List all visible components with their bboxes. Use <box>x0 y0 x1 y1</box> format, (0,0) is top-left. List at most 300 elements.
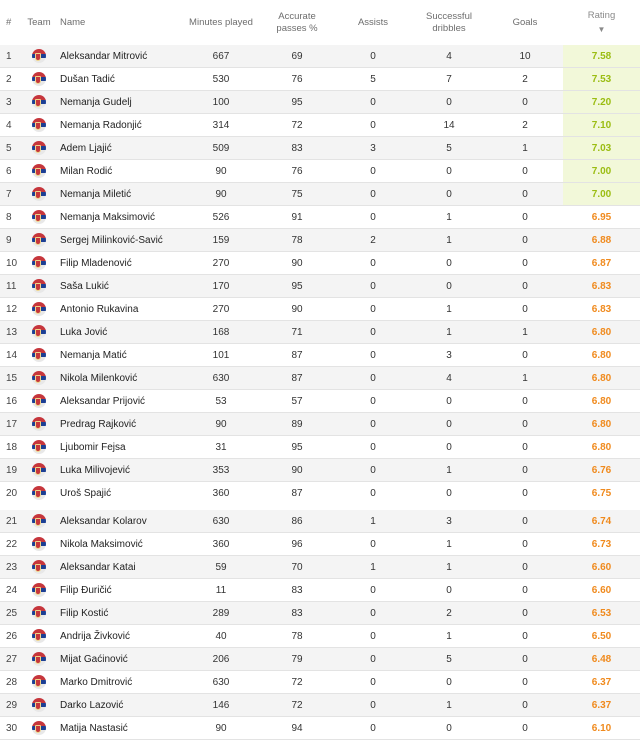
serbia-flag-icon <box>32 394 46 408</box>
goals: 0 <box>487 344 563 367</box>
rating: 6.80 <box>563 321 640 344</box>
serbia-flag-icon <box>32 629 46 643</box>
player-name[interactable]: Aleksandar Kolarov <box>56 507 183 533</box>
team-cell <box>22 482 56 508</box>
row-number: 13 <box>0 321 22 344</box>
player-name[interactable]: Predrag Rajković <box>56 413 183 436</box>
team-cell <box>22 68 56 91</box>
row-number: 14 <box>0 344 22 367</box>
assists: 0 <box>335 160 411 183</box>
successful-dribbles: 1 <box>411 625 487 648</box>
goals: 2 <box>487 68 563 91</box>
row-number: 3 <box>0 91 22 114</box>
assists: 0 <box>335 298 411 321</box>
header-accurate-passes[interactable] <box>259 0 335 45</box>
assists: 0 <box>335 579 411 602</box>
row-number: 1 <box>0 45 22 68</box>
table-row[interactable] <box>0 507 640 533</box>
goals: 1 <box>487 321 563 344</box>
player-name[interactable]: Nemanja Gudelj <box>56 91 183 114</box>
rating: 6.60 <box>563 579 640 602</box>
accurate-passes: 95 <box>259 91 335 114</box>
minutes-played: 509 <box>183 137 259 160</box>
table-row[interactable] <box>0 648 640 671</box>
goals: 0 <box>487 275 563 298</box>
serbia-flag-icon <box>32 233 46 247</box>
table-row[interactable] <box>0 579 640 602</box>
rating: 7.00 <box>563 160 640 183</box>
rating: 6.83 <box>563 275 640 298</box>
table-row[interactable] <box>0 160 640 183</box>
row-number: 5 <box>0 137 22 160</box>
player-name[interactable]: Luka Jović <box>56 321 183 344</box>
successful-dribbles: 0 <box>411 579 487 602</box>
minutes-played: 159 <box>183 229 259 252</box>
team-cell <box>22 367 56 390</box>
table-row[interactable] <box>0 694 640 717</box>
goals: 1 <box>487 367 563 390</box>
successful-dribbles: 1 <box>411 694 487 717</box>
accurate-passes: 76 <box>259 160 335 183</box>
player-name[interactable]: Filip Mladenović <box>56 252 183 275</box>
team-cell <box>22 275 56 298</box>
row-number: 20 <box>0 482 22 508</box>
team-cell <box>22 160 56 183</box>
row-number: 16 <box>0 390 22 413</box>
header-successful-dribbles[interactable] <box>411 0 487 45</box>
rating: 6.60 <box>563 556 640 579</box>
team-cell <box>22 579 56 602</box>
serbia-flag-icon <box>32 256 46 270</box>
serbia-flag-icon <box>32 463 46 477</box>
header-accurate-passes-line1: Accurate <box>278 10 316 22</box>
serbia-flag-icon <box>32 95 46 109</box>
accurate-passes: 89 <box>259 413 335 436</box>
accurate-passes: 79 <box>259 648 335 671</box>
accurate-passes: 90 <box>259 298 335 321</box>
assists: 0 <box>335 45 411 68</box>
table-row[interactable] <box>0 45 640 68</box>
assists: 0 <box>335 367 411 390</box>
team-cell <box>22 298 56 321</box>
sort-desc-icon: ▼ <box>597 24 606 34</box>
table-row[interactable] <box>0 206 640 229</box>
assists: 0 <box>335 206 411 229</box>
goals: 0 <box>487 183 563 206</box>
minutes-played: 90 <box>183 413 259 436</box>
successful-dribbles: 0 <box>411 482 487 508</box>
rating: 6.75 <box>563 482 640 508</box>
goals: 0 <box>487 602 563 625</box>
assists: 0 <box>335 321 411 344</box>
row-number: 18 <box>0 436 22 459</box>
goals: 0 <box>487 160 563 183</box>
header-minutes-played[interactable]: Minutes played <box>189 16 253 28</box>
table-row[interactable] <box>0 344 640 367</box>
minutes-played: 206 <box>183 648 259 671</box>
rating: 6.37 <box>563 671 640 694</box>
assists: 0 <box>335 459 411 482</box>
team-cell <box>22 556 56 579</box>
minutes-played: 270 <box>183 298 259 321</box>
successful-dribbles: 7 <box>411 68 487 91</box>
goals: 0 <box>487 694 563 717</box>
table-row[interactable] <box>0 68 640 91</box>
rating: 6.95 <box>563 206 640 229</box>
player-name[interactable]: Saša Lukić <box>56 275 183 298</box>
assists: 0 <box>335 390 411 413</box>
rating: 6.88 <box>563 229 640 252</box>
minutes-played: 630 <box>183 507 259 533</box>
rating: 7.10 <box>563 114 640 137</box>
player-name[interactable]: Aleksandar Mitrović <box>56 45 183 68</box>
player-name[interactable]: Ljubomir Fejsa <box>56 436 183 459</box>
assists: 0 <box>335 413 411 436</box>
team-cell <box>22 602 56 625</box>
rating: 6.50 <box>563 625 640 648</box>
minutes-played: 353 <box>183 459 259 482</box>
player-name[interactable]: Sergej Milinković-Savić <box>56 229 183 252</box>
successful-dribbles: 0 <box>411 275 487 298</box>
goals: 0 <box>487 206 563 229</box>
serbia-flag-icon <box>32 652 46 666</box>
goals: 0 <box>487 91 563 114</box>
table-row[interactable] <box>0 625 640 648</box>
player-name[interactable]: Matija Nastasić <box>56 717 183 740</box>
successful-dribbles: 0 <box>411 160 487 183</box>
assists: 0 <box>335 183 411 206</box>
player-name[interactable]: Nemanja Radonjić <box>56 114 183 137</box>
rating: 7.03 <box>563 137 640 160</box>
row-number: 23 <box>0 556 22 579</box>
table-row[interactable] <box>0 183 640 206</box>
rating: 6.73 <box>563 533 640 556</box>
team-cell <box>22 648 56 671</box>
player-name[interactable]: Nikola Maksimović <box>56 533 183 556</box>
row-number: 27 <box>0 648 22 671</box>
table-row[interactable] <box>0 367 640 390</box>
player-name[interactable]: Nemanja Maksimović <box>56 206 183 229</box>
successful-dribbles: 0 <box>411 717 487 740</box>
successful-dribbles: 4 <box>411 45 487 68</box>
player-name[interactable]: Filip Đuričić <box>56 579 183 602</box>
successful-dribbles: 0 <box>411 671 487 694</box>
accurate-passes: 95 <box>259 275 335 298</box>
minutes-played: 270 <box>183 252 259 275</box>
goals: 1 <box>487 137 563 160</box>
serbia-flag-icon <box>32 721 46 735</box>
row-number: 7 <box>0 183 22 206</box>
table-header <box>0 0 640 45</box>
serbia-flag-icon <box>32 325 46 339</box>
rating: 6.83 <box>563 298 640 321</box>
assists: 0 <box>335 275 411 298</box>
serbia-flag-icon <box>32 537 46 551</box>
accurate-passes: 72 <box>259 694 335 717</box>
minutes-played: 530 <box>183 68 259 91</box>
table-row[interactable] <box>0 137 640 160</box>
header-number[interactable]: # <box>6 16 12 28</box>
header-accurate-passes-line2: passes % <box>276 22 318 34</box>
header-team[interactable]: Team <box>27 16 51 28</box>
row-number: 2 <box>0 68 22 91</box>
assists: 2 <box>335 229 411 252</box>
successful-dribbles: 1 <box>411 321 487 344</box>
table-row[interactable] <box>0 436 640 459</box>
player-name[interactable]: Milan Rodić <box>56 160 183 183</box>
player-name[interactable]: Luka Milivojević <box>56 459 183 482</box>
serbia-flag-icon <box>32 187 46 201</box>
accurate-passes: 69 <box>259 45 335 68</box>
assists: 0 <box>335 717 411 740</box>
accurate-passes: 87 <box>259 367 335 390</box>
row-number: 17 <box>0 413 22 436</box>
successful-dribbles: 3 <box>411 344 487 367</box>
row-number: 15 <box>0 367 22 390</box>
serbia-flag-icon <box>32 49 46 63</box>
table-row[interactable] <box>0 252 640 275</box>
team-cell <box>22 390 56 413</box>
table-body <box>0 45 640 740</box>
table-row[interactable] <box>0 229 640 252</box>
goals: 0 <box>487 507 563 533</box>
goals: 0 <box>487 482 563 508</box>
goals: 0 <box>487 648 563 671</box>
goals: 0 <box>487 298 563 321</box>
accurate-passes: 78 <box>259 625 335 648</box>
team-cell <box>22 229 56 252</box>
minutes-played: 100 <box>183 91 259 114</box>
assists: 0 <box>335 114 411 137</box>
header-rating-label: Rating <box>587 9 616 21</box>
table-row[interactable] <box>0 459 640 482</box>
serbia-flag-icon <box>32 514 46 528</box>
player-name[interactable]: Aleksandar Katai <box>56 556 183 579</box>
serbia-flag-icon <box>32 72 46 86</box>
accurate-passes: 94 <box>259 717 335 740</box>
goals: 0 <box>487 579 563 602</box>
serbia-flag-icon <box>32 486 46 500</box>
successful-dribbles: 14 <box>411 114 487 137</box>
header-dribbles-line1: Successful <box>426 10 472 22</box>
team-cell <box>22 183 56 206</box>
goals: 0 <box>487 436 563 459</box>
rating: 7.53 <box>563 68 640 91</box>
successful-dribbles: 0 <box>411 413 487 436</box>
player-name[interactable]: Adem Ljajić <box>56 137 183 160</box>
table-row[interactable] <box>0 671 640 694</box>
player-name[interactable]: Uroš Spajić <box>56 482 183 508</box>
header-rating[interactable] <box>563 0 640 45</box>
minutes-played: 667 <box>183 45 259 68</box>
player-name[interactable]: Filip Kostić <box>56 602 183 625</box>
goals: 0 <box>487 390 563 413</box>
accurate-passes: 71 <box>259 321 335 344</box>
goals: 0 <box>487 413 563 436</box>
team-cell <box>22 91 56 114</box>
accurate-passes: 76 <box>259 68 335 91</box>
accurate-passes: 75 <box>259 183 335 206</box>
header-assists[interactable]: Assists <box>357 16 389 28</box>
table-row[interactable] <box>0 717 640 740</box>
assists: 1 <box>335 507 411 533</box>
rating: 7.58 <box>563 45 640 68</box>
successful-dribbles: 5 <box>411 648 487 671</box>
header-goals[interactable]: Goals <box>512 16 538 28</box>
row-number: 30 <box>0 717 22 740</box>
accurate-passes: 86 <box>259 507 335 533</box>
goals: 0 <box>487 671 563 694</box>
successful-dribbles: 3 <box>411 507 487 533</box>
minutes-played: 360 <box>183 482 259 508</box>
goals: 0 <box>487 625 563 648</box>
accurate-passes: 95 <box>259 436 335 459</box>
row-number: 19 <box>0 459 22 482</box>
successful-dribbles: 5 <box>411 137 487 160</box>
successful-dribbles: 0 <box>411 183 487 206</box>
row-number: 25 <box>0 602 22 625</box>
player-name[interactable]: Nemanja Miletić <box>56 183 183 206</box>
table-row[interactable] <box>0 275 640 298</box>
assists: 5 <box>335 68 411 91</box>
team-cell <box>22 436 56 459</box>
assists: 0 <box>335 602 411 625</box>
assists: 0 <box>335 671 411 694</box>
team-cell <box>22 344 56 367</box>
table-row[interactable] <box>0 298 640 321</box>
team-cell <box>22 459 56 482</box>
row-number: 21 <box>0 507 22 533</box>
rating: 6.53 <box>563 602 640 625</box>
successful-dribbles: 0 <box>411 390 487 413</box>
serbia-flag-icon <box>32 164 46 178</box>
assists: 3 <box>335 137 411 160</box>
player-name[interactable]: Andrija Živković <box>56 625 183 648</box>
team-cell <box>22 206 56 229</box>
row-number: 29 <box>0 694 22 717</box>
table-row[interactable] <box>0 556 640 579</box>
goals: 0 <box>487 556 563 579</box>
accurate-passes: 90 <box>259 252 335 275</box>
minutes-played: 630 <box>183 671 259 694</box>
table-row[interactable] <box>0 533 640 556</box>
serbia-flag-icon <box>32 371 46 385</box>
table-row[interactable] <box>0 413 640 436</box>
row-number: 12 <box>0 298 22 321</box>
minutes-played: 90 <box>183 160 259 183</box>
successful-dribbles: 1 <box>411 229 487 252</box>
row-number: 6 <box>0 160 22 183</box>
table-row[interactable] <box>0 390 640 413</box>
accurate-passes: 90 <box>259 459 335 482</box>
rating: 6.74 <box>563 507 640 533</box>
team-cell <box>22 694 56 717</box>
rating: 7.00 <box>563 183 640 206</box>
team-cell <box>22 671 56 694</box>
minutes-played: 31 <box>183 436 259 459</box>
player-name[interactable]: Darko Lazović <box>56 694 183 717</box>
successful-dribbles: 4 <box>411 367 487 390</box>
row-number: 11 <box>0 275 22 298</box>
table-row[interactable] <box>0 114 640 137</box>
table-row[interactable] <box>0 482 640 508</box>
player-name[interactable]: Dušan Tadić <box>56 68 183 91</box>
table-row[interactable] <box>0 91 640 114</box>
serbia-flag-icon <box>32 118 46 132</box>
successful-dribbles: 0 <box>411 91 487 114</box>
player-name[interactable]: Nikola Milenković <box>56 367 183 390</box>
accurate-passes: 72 <box>259 114 335 137</box>
rating: 6.87 <box>563 252 640 275</box>
team-cell <box>22 252 56 275</box>
rating: 6.80 <box>563 436 640 459</box>
assists: 1 <box>335 556 411 579</box>
accurate-passes: 87 <box>259 344 335 367</box>
table-row[interactable] <box>0 321 640 344</box>
serbia-flag-icon <box>32 606 46 620</box>
player-name[interactable]: Aleksandar Prijović <box>56 390 183 413</box>
row-number: 26 <box>0 625 22 648</box>
header-dribbles-line2: dribbles <box>432 22 466 34</box>
row-number: 28 <box>0 671 22 694</box>
team-cell <box>22 45 56 68</box>
accurate-passes: 72 <box>259 671 335 694</box>
minutes-played: 53 <box>183 390 259 413</box>
row-number: 8 <box>0 206 22 229</box>
assists: 0 <box>335 252 411 275</box>
row-number: 4 <box>0 114 22 137</box>
team-cell <box>22 507 56 533</box>
accurate-passes: 87 <box>259 482 335 508</box>
team-cell <box>22 717 56 740</box>
team-cell <box>22 413 56 436</box>
assists: 0 <box>335 344 411 367</box>
minutes-played: 90 <box>183 717 259 740</box>
assists: 0 <box>335 694 411 717</box>
accurate-passes: 78 <box>259 229 335 252</box>
rating: 7.20 <box>563 91 640 114</box>
assists: 0 <box>335 625 411 648</box>
rating: 6.80 <box>563 390 640 413</box>
header-name[interactable]: Name <box>60 16 86 28</box>
assists: 0 <box>335 648 411 671</box>
serbia-flag-icon <box>32 348 46 362</box>
player-name[interactable]: Nemanja Matić <box>56 344 183 367</box>
player-name[interactable]: Antonio Rukavina <box>56 298 183 321</box>
rating: 6.80 <box>563 413 640 436</box>
successful-dribbles: 1 <box>411 459 487 482</box>
minutes-played: 11 <box>183 579 259 602</box>
rating: 6.48 <box>563 648 640 671</box>
table-row[interactable] <box>0 602 640 625</box>
team-cell <box>22 114 56 137</box>
goals: 0 <box>487 533 563 556</box>
player-name[interactable]: Mijat Gaćinović <box>56 648 183 671</box>
minutes-played: 630 <box>183 367 259 390</box>
successful-dribbles: 1 <box>411 533 487 556</box>
row-number: 22 <box>0 533 22 556</box>
minutes-played: 90 <box>183 183 259 206</box>
serbia-flag-icon <box>32 675 46 689</box>
minutes-played: 314 <box>183 114 259 137</box>
player-name[interactable]: Marko Dmitrović <box>56 671 183 694</box>
accurate-passes: 83 <box>259 602 335 625</box>
rating: 6.76 <box>563 459 640 482</box>
minutes-played: 526 <box>183 206 259 229</box>
minutes-played: 289 <box>183 602 259 625</box>
row-number: 10 <box>0 252 22 275</box>
successful-dribbles: 2 <box>411 602 487 625</box>
